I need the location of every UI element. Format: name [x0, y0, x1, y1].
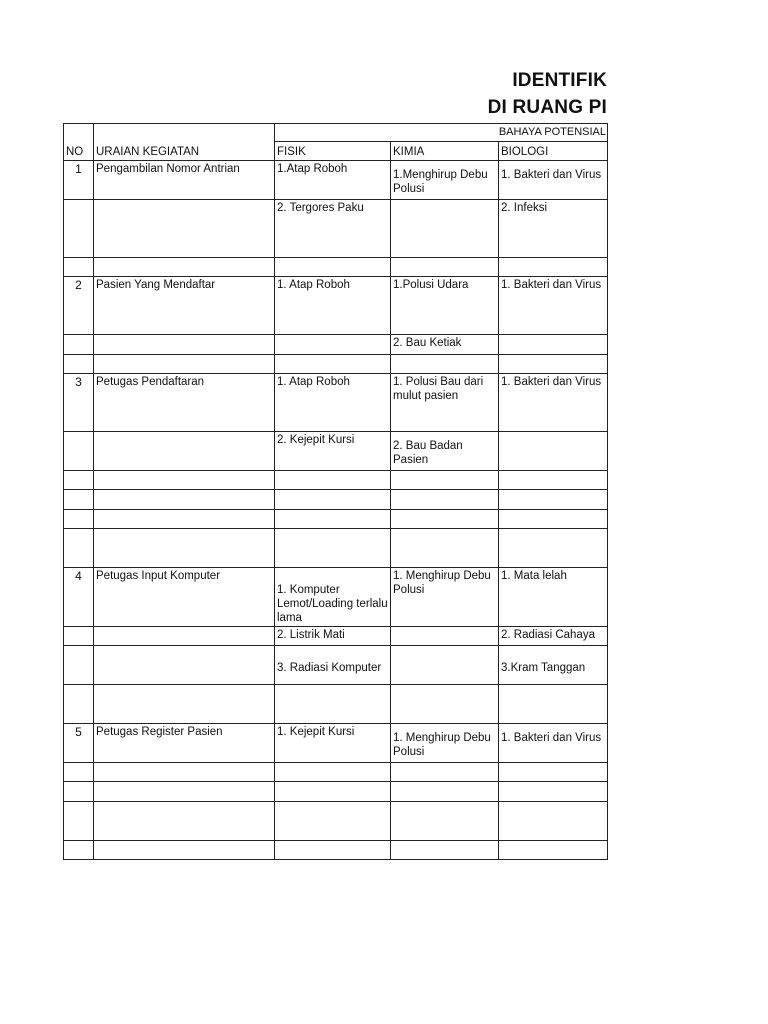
row-fisik [275, 471, 391, 490]
header-row-group [64, 124, 608, 142]
table-row [64, 200, 608, 258]
header-kimia: KIMIA [391, 142, 499, 161]
row-fisik: 2. Tergores Paku [275, 200, 391, 258]
row-fisik [275, 841, 391, 860]
table-row [64, 161, 608, 200]
row-no [64, 355, 94, 374]
row-kimia: 1.Menghirup Debu Polusi [391, 161, 499, 200]
table-row [64, 782, 608, 802]
table-row [64, 277, 608, 335]
row-no [64, 763, 94, 782]
row-fisik [275, 685, 391, 724]
row-biologi [499, 471, 608, 490]
row-kimia [391, 200, 499, 258]
table-row [64, 490, 608, 510]
row-uraian: Petugas Register Pasien [94, 724, 275, 763]
row-uraian [94, 510, 275, 529]
row-uraian [94, 627, 275, 646]
row-uraian: Pasien Yang Mendaftar [94, 277, 275, 335]
row-no [64, 646, 94, 685]
table-row [64, 802, 608, 841]
header-no-cell [64, 124, 94, 142]
row-fisik [275, 802, 391, 841]
row-fisik [275, 763, 391, 782]
header-uraian-cell [94, 124, 275, 142]
row-biologi [499, 335, 608, 355]
row-no [64, 627, 94, 646]
row-no: 1 [64, 161, 94, 200]
table-row [64, 763, 608, 782]
row-no: 5 [64, 724, 94, 763]
row-uraian [94, 685, 275, 724]
row-kimia [391, 841, 499, 860]
row-biologi: 1. Mata lelah [499, 568, 608, 627]
row-uraian: Petugas Input Komputer [94, 568, 275, 627]
table-row [64, 432, 608, 471]
row-no [64, 802, 94, 841]
hazard-identification-table [63, 123, 608, 860]
row-uraian [94, 841, 275, 860]
row-uraian: Pengambilan Nomor Antrian [94, 161, 275, 200]
row-no [64, 258, 94, 277]
row-biologi [499, 258, 608, 277]
row-fisik: 1. Kejepit Kursi [275, 724, 391, 763]
row-biologi [499, 432, 608, 471]
row-kimia: 2. Bau Badan Pasien [391, 432, 499, 471]
row-uraian [94, 258, 275, 277]
row-no [64, 841, 94, 860]
row-no [64, 200, 94, 258]
row-uraian [94, 782, 275, 802]
row-fisik [275, 782, 391, 802]
row-uraian [94, 529, 275, 568]
row-uraian [94, 646, 275, 685]
row-fisik [275, 490, 391, 510]
table-row [64, 374, 608, 432]
row-no [64, 782, 94, 802]
header-fisik: FISIK [275, 142, 391, 161]
row-biologi: 1. Bakteri dan Virus [499, 374, 608, 432]
row-biologi: 2. Infeksi [499, 200, 608, 258]
table-row [64, 627, 608, 646]
row-kimia: 1. Polusi Bau dari mulut pasien [391, 374, 499, 432]
header-row-columns [64, 142, 608, 161]
row-no [64, 471, 94, 490]
row-fisik [275, 529, 391, 568]
header-biologi: BIOLOGI [499, 142, 608, 161]
row-biologi: 3.Kram Tanggan [499, 646, 608, 685]
row-uraian [94, 490, 275, 510]
row-biologi [499, 685, 608, 724]
row-no: 3 [64, 374, 94, 432]
row-no [64, 529, 94, 568]
row-kimia: 1. Menghirup Debu Polusi [391, 568, 499, 627]
header-no: NO [64, 142, 94, 161]
row-kimia [391, 471, 499, 490]
row-biologi: 1. Bakteri dan Virus [499, 724, 608, 763]
table-row [64, 355, 608, 374]
row-uraian [94, 355, 275, 374]
row-uraian [94, 471, 275, 490]
row-biologi [499, 510, 608, 529]
row-no: 4 [64, 568, 94, 627]
row-kimia [391, 782, 499, 802]
row-fisik: 2. Kejepit Kursi [275, 432, 391, 471]
row-no [64, 490, 94, 510]
row-no [64, 335, 94, 355]
row-kimia [391, 763, 499, 782]
row-fisik: 2. Listrik Mati [275, 627, 391, 646]
row-kimia: 1. Menghirup Debu Polusi [391, 724, 499, 763]
table-row [64, 841, 608, 860]
document-title-line-2: DI RUANG PI [487, 97, 607, 118]
row-biologi [499, 782, 608, 802]
table-row [64, 471, 608, 490]
row-fisik: 1.Atap Roboh [275, 161, 391, 200]
row-no [64, 685, 94, 724]
row-biologi [499, 763, 608, 782]
row-kimia: 2. Bau Ketiak [391, 335, 499, 355]
row-biologi [499, 529, 608, 568]
row-uraian [94, 802, 275, 841]
row-kimia: 1.Polusi Udara [391, 277, 499, 335]
header-uraian-kegiatan: URAIAN KEGIATAN [94, 142, 275, 161]
table-row [64, 258, 608, 277]
row-no [64, 510, 94, 529]
row-kimia [391, 490, 499, 510]
row-no: 2 [64, 277, 94, 335]
table-row [64, 510, 608, 529]
table-row [64, 335, 608, 355]
row-kimia [391, 510, 499, 529]
row-kimia [391, 685, 499, 724]
row-uraian: Petugas Pendaftaran [94, 374, 275, 432]
row-fisik: 3. Radiasi Komputer [275, 646, 391, 685]
table-row [64, 529, 608, 568]
table-row [64, 646, 608, 685]
row-biologi: 2. Radiasi Cahaya [499, 627, 608, 646]
row-kimia [391, 627, 499, 646]
row-uraian [94, 335, 275, 355]
row-biologi [499, 802, 608, 841]
row-biologi: 1. Bakteri dan Virus [499, 277, 608, 335]
row-fisik: 1. Atap Roboh [275, 277, 391, 335]
header-bahaya-potensial: BAHAYA POTENSIAL [275, 124, 608, 142]
table-row [64, 685, 608, 724]
row-uraian [94, 200, 275, 258]
row-fisik [275, 258, 391, 277]
table-row [64, 568, 608, 627]
row-biologi [499, 490, 608, 510]
row-fisik [275, 355, 391, 374]
row-fisik: 1. Komputer Lemot/Loading terlalu lama [275, 568, 391, 627]
row-fisik: 1. Atap Roboh [275, 374, 391, 432]
row-kimia [391, 802, 499, 841]
row-kimia [391, 646, 499, 685]
row-biologi [499, 841, 608, 860]
row-biologi: 1. Bakteri dan Virus [499, 161, 608, 200]
row-uraian [94, 763, 275, 782]
row-kimia [391, 355, 499, 374]
row-kimia [391, 258, 499, 277]
row-fisik [275, 510, 391, 529]
table-row [64, 724, 608, 763]
row-biologi [499, 355, 608, 374]
row-fisik [275, 335, 391, 355]
row-no [64, 432, 94, 471]
row-uraian [94, 432, 275, 471]
row-kimia [391, 529, 499, 568]
document-title-line-1: IDENTIFIK [512, 70, 607, 91]
